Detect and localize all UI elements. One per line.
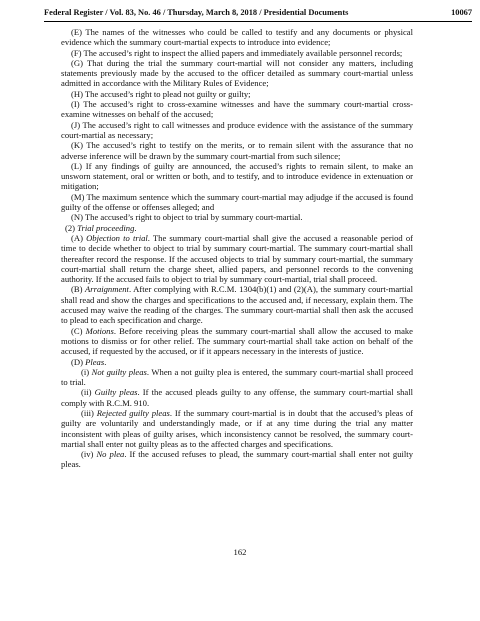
paragraph-guilty-pleas: (ii) Guilty pleas. If the accused pleads guilty to any offense, the summary court-martial shall comply with R.C.M. 910. bbox=[61, 387, 413, 408]
paragraph-rejected-guilty-pleas: (iii) Rejected guilty pleas. If the summary court-martial is in doubt that the accused’s pleas of guilty are voluntarily and understandingly made, or if at any time during the trial any matter inconsistent with pleas of guilty arises, which inconsistency cannot be resolved, the summary court-martial shall enter not guilty pleas as to the affected charges and specifications. bbox=[61, 407, 413, 449]
paragraph-title: Motions bbox=[85, 325, 114, 336]
paragraph-title: Objection to trial bbox=[86, 232, 148, 243]
header-rule bbox=[44, 21, 472, 22]
paragraph-no-plea: (iv) No plea. If the accused refuses to plead, the summary court-martial shall enter not guilty pleas. bbox=[61, 449, 413, 470]
paragraph-title: Pleas bbox=[85, 356, 105, 367]
paragraph-m: (M) The maximum sentence which the summary court-martial may adjudge if the accused is found guilty of the offense or offenses alleged; and bbox=[61, 191, 413, 213]
document-body bbox=[61, 27, 413, 470]
paragraph-g: (G) That during the trial the summary court-martial will not consider any matters, including statements previously made by the accused to the officer detailed as summary court-martial unless admitted in accordance with the Military Rules of Evidence; bbox=[61, 57, 413, 89]
paragraph-objection-to-trial: (A) Objection to trial. The summary court-martial shall give the accused a reasonable period of time to decide whether to object to trial by summary court-martial. The summary court-martial shall thereafter record the response. If the accused objects to trial by summary court-martial, the summary court-martial shall return the charge sheet, allied papers, and personnel records to the convening authority. If the accused fails to object to trial by summary court-martial, trial shall proceed. bbox=[61, 232, 413, 285]
header-page-number: 10067 bbox=[451, 8, 472, 17]
section-title: Trial proceeding bbox=[77, 222, 135, 233]
paragraph-arraignment: (B) Arraignment. After complying with R.C.M. 1304(b)(1) and (2)(A), the summary court-martial shall read and show the charges and specifications to the accused and, if necessary, explain them. The accused may waive the reading of the charges. The summary court-martial shall then ask the accused to plead to each specification and charge. bbox=[61, 284, 413, 326]
page-header bbox=[44, 6, 472, 20]
paragraph-n: (N) The accused’s right to object to trial by summary court-martial. bbox=[71, 212, 303, 223]
paragraph-l: (L) If any findings of guilty are announced, the accused’s rights to remain silent, to make an unsworn statement, oral or written or both, and to testify, and to introduce evidence in extenuation or mitigation; bbox=[61, 160, 413, 192]
paragraph-title: Arraignment bbox=[85, 284, 129, 295]
paragraph-j: (J) The accused’s right to call witnesses and produce evidence with the assistance of the summary court-martial as necessary; bbox=[61, 119, 413, 140]
paragraph-h: (H) The accused’s right to plead not guilty or guilty; bbox=[71, 88, 251, 99]
paragraph-i: (I) The accused’s right to cross-examine witnesses and have the summary court-martial cross-examine witnesses on behalf of the accused; bbox=[61, 99, 413, 120]
paragraph-title: No plea bbox=[96, 449, 125, 460]
paragraph-title: Guilty pleas bbox=[94, 387, 138, 398]
paragraph-e: (E) The names of the witnesses who could be called to testify and any documents or physical evidence which the summary court-martial expects to introduce into evidence; bbox=[61, 27, 413, 48]
paragraph-f: (F) The accused’s right to inspect the allied papers and immediately available personnel records; bbox=[71, 47, 403, 58]
section-trial-proceeding: (2) Trial proceeding. bbox=[65, 222, 137, 233]
paragraph-title: Rejected guilty pleas bbox=[96, 407, 170, 418]
paragraph-title: Not guilty pleas bbox=[91, 366, 147, 377]
paragraph-not-guilty-pleas: (i) Not guilty pleas. When a not guilty plea is entered, the summary court-martial shall proceed to trial. bbox=[61, 366, 413, 388]
paragraph-pleas: (D) Pleas. bbox=[71, 356, 107, 367]
header-publication: Federal Register / Vol. 83, No. 46 / Thursday, March 8, 2018 / Presidential Documents bbox=[44, 8, 349, 17]
page-number: 162 bbox=[233, 547, 247, 557]
paragraph-motions: (C) Motions. Before receiving pleas the summary court-martial shall allow the accused to make motions to dismiss or for other relief. The summary court-martial shall take action on behalf of the accused, if requested by the accused, or if it appears necessary in the interests of justice. bbox=[61, 325, 413, 357]
paragraph-k: (K) The accused’s right to testify on the merits, or to remain silent with the assurance that no adverse inference will be drawn by the summary court-martial from such silence; bbox=[61, 140, 413, 161]
